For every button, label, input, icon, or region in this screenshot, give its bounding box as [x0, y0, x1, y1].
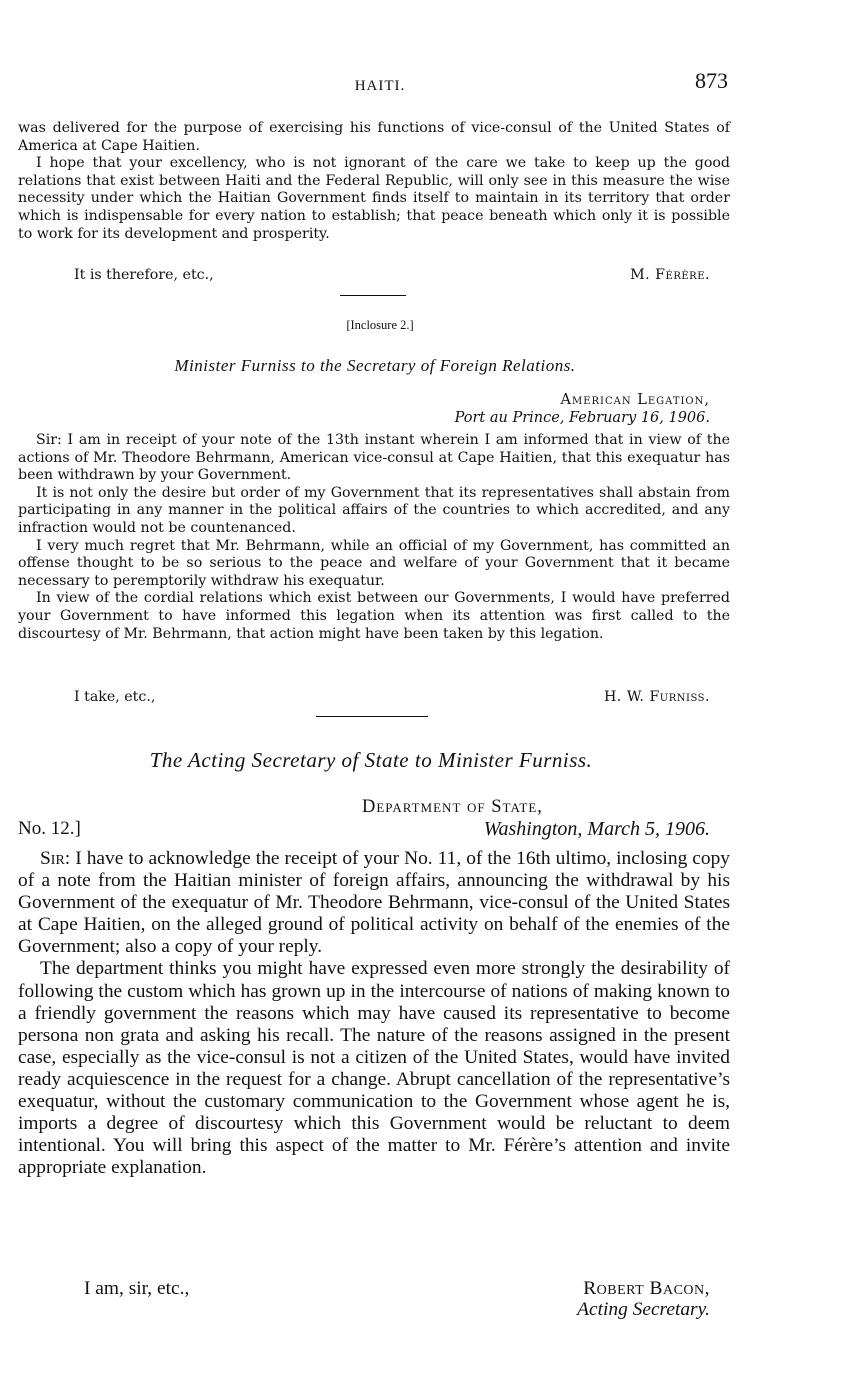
paragraph: In view of the cordial relations which exist between our Governments, I would have preferred your Government to have informed this legation when its attention was first called to the discourtesy of Mr. Behrmann, that action might have been taken by this legation.	[18, 590, 730, 642]
legation-dateline: Port au Prince, February 16, 1906.	[454, 410, 710, 426]
paragraph-text: I have to acknowledge the receipt of your No. 11, of the 16th ultimo, inclosing copy of a note from the Haitian minister of foreign affairs, announcing the withdrawal by his Government of the exequatur of Mr. Theodore Behrmann, vice-consul of the United States at Cape Haitien, on the alleged ground of political activity on behalf of the enemies of the Government; also a copy of your reply.	[18, 848, 730, 958]
running-title: HAITI.	[354, 78, 406, 94]
legation-name: American Legation,	[560, 392, 710, 408]
paragraph: The department thinks you might have expressed even more strongly the desirability of following the custom which has grown up in the intercourse of nations of making known to a friendly government the reasons which may have caused its representative to become persona non grata and asking his recall. The nature of the reasons assigned in the present case, especially as the vice-consul is not a citizen of the United States, would have invited ready acquiescence in the request for a change. Abrupt cancellation of the representative’s exequatur, without the customary communication to the Government whose agent he is, imports a degree of discourtesy which this Government would be reluctant to deem intentional. You will bring this aspect of the matter to Mr. Férère’s attention and invite appropriate explanation.	[18, 958, 730, 1179]
furniss-note-body	[18, 432, 730, 643]
paragraph: Sir: I am in receipt of your note of the 13th instant wherein I am informed that in view of the actions of Mr. Theodore Behrmann, American vice-consul at Cape Haitien, that this exequatur has been withdrawn by your Government.	[18, 432, 730, 484]
inclosure-heading: Minister Furniss to the Secretary of Foreign Relations.	[174, 356, 576, 375]
signature: H. W. Furniss.	[603, 689, 710, 705]
paragraph	[18, 848, 730, 958]
letter-dateline: Washington, March 5, 1906.	[483, 818, 710, 840]
signature: M. Férère.	[630, 267, 710, 283]
paragraph: I very much regret that Mr. Behrmann, while an official of my Government, has committed an offense thought to be so serious to the peace and welfare of your Government that it became necessary to peremptorily withdraw his exequatur.	[18, 537, 730, 589]
department-name: Department of State,	[362, 797, 543, 817]
separator-rule	[316, 716, 428, 717]
paragraph: It is not only the desire but order of my Government that its representatives shall abstain from participating in any manner in the political affairs of the countries to which accredited, and any infraction would not be countenanced.	[18, 484, 730, 536]
page-number: 873	[695, 68, 728, 93]
signature-title: Acting Secretary.	[577, 1299, 710, 1320]
closing-text: I take, etc.,	[74, 689, 156, 705]
furniss-closing-row	[18, 689, 710, 707]
letter-heading: The Acting Secretary of State to Minister Furniss.	[149, 748, 593, 772]
paragraph: I hope that your excellency, who is not ignorant of the care we take to keep up the good relations that exist between Haiti and the Federal Republic, will only see in this measure the wise necessity under which the Haitian Government finds itself to maintain in its territory that order which is indispensable for every nation to establish; that peace beneath which only it is possible to work for its development and prosperity.	[18, 155, 730, 242]
separator-rule	[340, 295, 406, 296]
closing-text: It is therefore, etc.,	[74, 267, 214, 283]
ferere-note-body	[18, 120, 730, 243]
letter-body	[18, 848, 730, 1179]
closing-text: I am, sir, etc.,	[84, 1278, 190, 1299]
inclosure-label: [Inclosure 2.]	[346, 318, 414, 332]
ferere-closing-row	[18, 267, 710, 285]
letter-number: No. 12.]	[18, 818, 81, 839]
paragraph: was delivered for the purpose of exercising his functions of vice-consul of the United States of America at Cape Haitien.	[18, 120, 730, 154]
signature-name: Robert Bacon,	[583, 1278, 710, 1299]
salutation: Sir:	[40, 848, 71, 869]
